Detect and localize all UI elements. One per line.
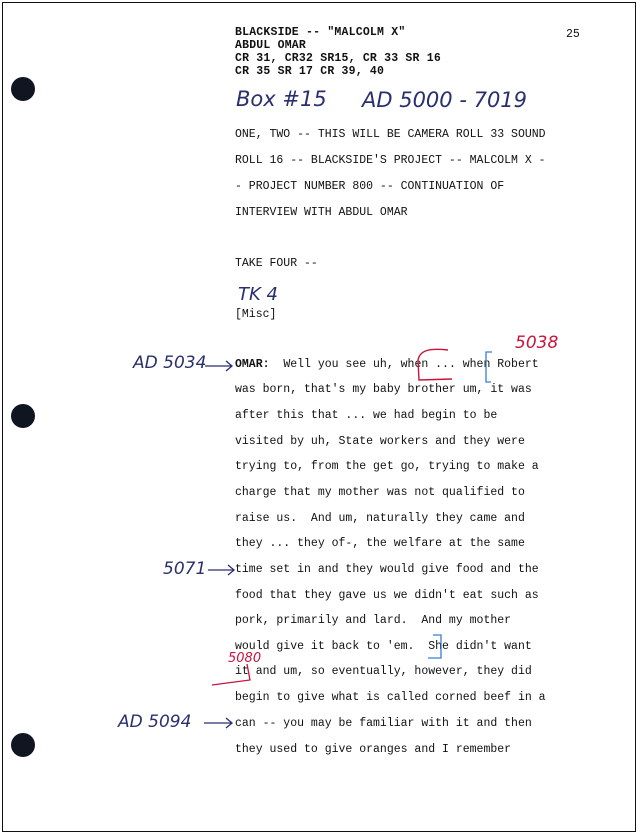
handwritten-tk: TK 4	[238, 284, 278, 305]
transcript-line-13: it and um, so eventually, however, they did	[235, 665, 532, 678]
blue-bracket-end	[428, 635, 441, 658]
red-mark-5080	[212, 664, 250, 685]
transcript-line-12: would give it back to 'em. She didn't want	[235, 640, 532, 653]
header-rolls-1: CR 31, CR32 SR15, CR 33 SR 16	[235, 52, 441, 65]
page-number: 25	[566, 28, 580, 41]
handwritten-mark-5038: 5038	[515, 333, 559, 353]
transcript-line-15: can -- you may be familiar with it and then	[235, 717, 532, 730]
header-title: BLACKSIDE -- "MALCOLM X"	[235, 26, 406, 39]
red-bracket-when	[418, 349, 452, 380]
intro-line-1: ONE, TWO -- THIS WILL BE CAMERA ROLL 33 SOUND	[235, 128, 546, 141]
transcript-line-10: food that they gave us we didn't eat such as	[235, 589, 539, 602]
handwritten-mark-5080: 5080	[228, 651, 262, 666]
transcript-line-1-text: Well you see uh, when ... when Robert	[269, 358, 539, 371]
misc-tag: [Misc]	[235, 308, 277, 321]
transcript-line-5: trying to, from the get go, trying to make a	[235, 460, 539, 473]
speaker-label: OMAR:	[235, 358, 270, 371]
transcript-line-3: after this that ... we had begin to be	[235, 409, 498, 422]
handwritten-ad-5094: AD 5094	[118, 712, 192, 732]
intro-line-2: ROLL 16 -- BLACKSIDE'S PROJECT -- MALCOLM X -	[235, 154, 546, 167]
header-interviewee: ABDUL OMAR	[235, 39, 307, 52]
blue-bracket-start	[486, 352, 492, 382]
transcript-line-4: visited by uh, State workers and they were	[235, 435, 525, 448]
transcript-line-2: was born, that's my baby brother um, it was	[235, 383, 532, 396]
transcript-line-9: time set in and they would give food and the	[235, 563, 539, 576]
intro-line-3: - PROJECT NUMBER 800 -- CONTINUATION OF	[235, 180, 505, 193]
transcript-line-7: raise us. And um, naturally they came and	[235, 512, 525, 525]
transcript-line-14: begin to give what is called corned beef in a	[235, 691, 546, 704]
arrow-icon	[204, 361, 234, 728]
header-rolls-2: CR 35 SR 17 CR 39, 40	[235, 65, 385, 78]
handwritten-ad-5034: AD 5034	[133, 353, 207, 373]
transcript-line-8: they ... they of-, the welfare at the same	[235, 537, 525, 550]
transcript-line-16: they used to give oranges and I remember	[235, 743, 512, 756]
handwritten-mark-5071: 5071	[163, 559, 207, 579]
take-label: TAKE FOUR --	[235, 257, 318, 270]
intro-line-4: INTERVIEW WITH ABDUL OMAR	[235, 206, 408, 219]
transcript-line-11: pork, primarily and lard. And my mother	[235, 614, 512, 627]
handwritten-ad-range: AD 5000 - 7019	[362, 88, 528, 112]
transcript-line-6: charge that my mother was not qualified to	[235, 486, 525, 499]
handwritten-box-number: Box #15	[236, 87, 327, 111]
